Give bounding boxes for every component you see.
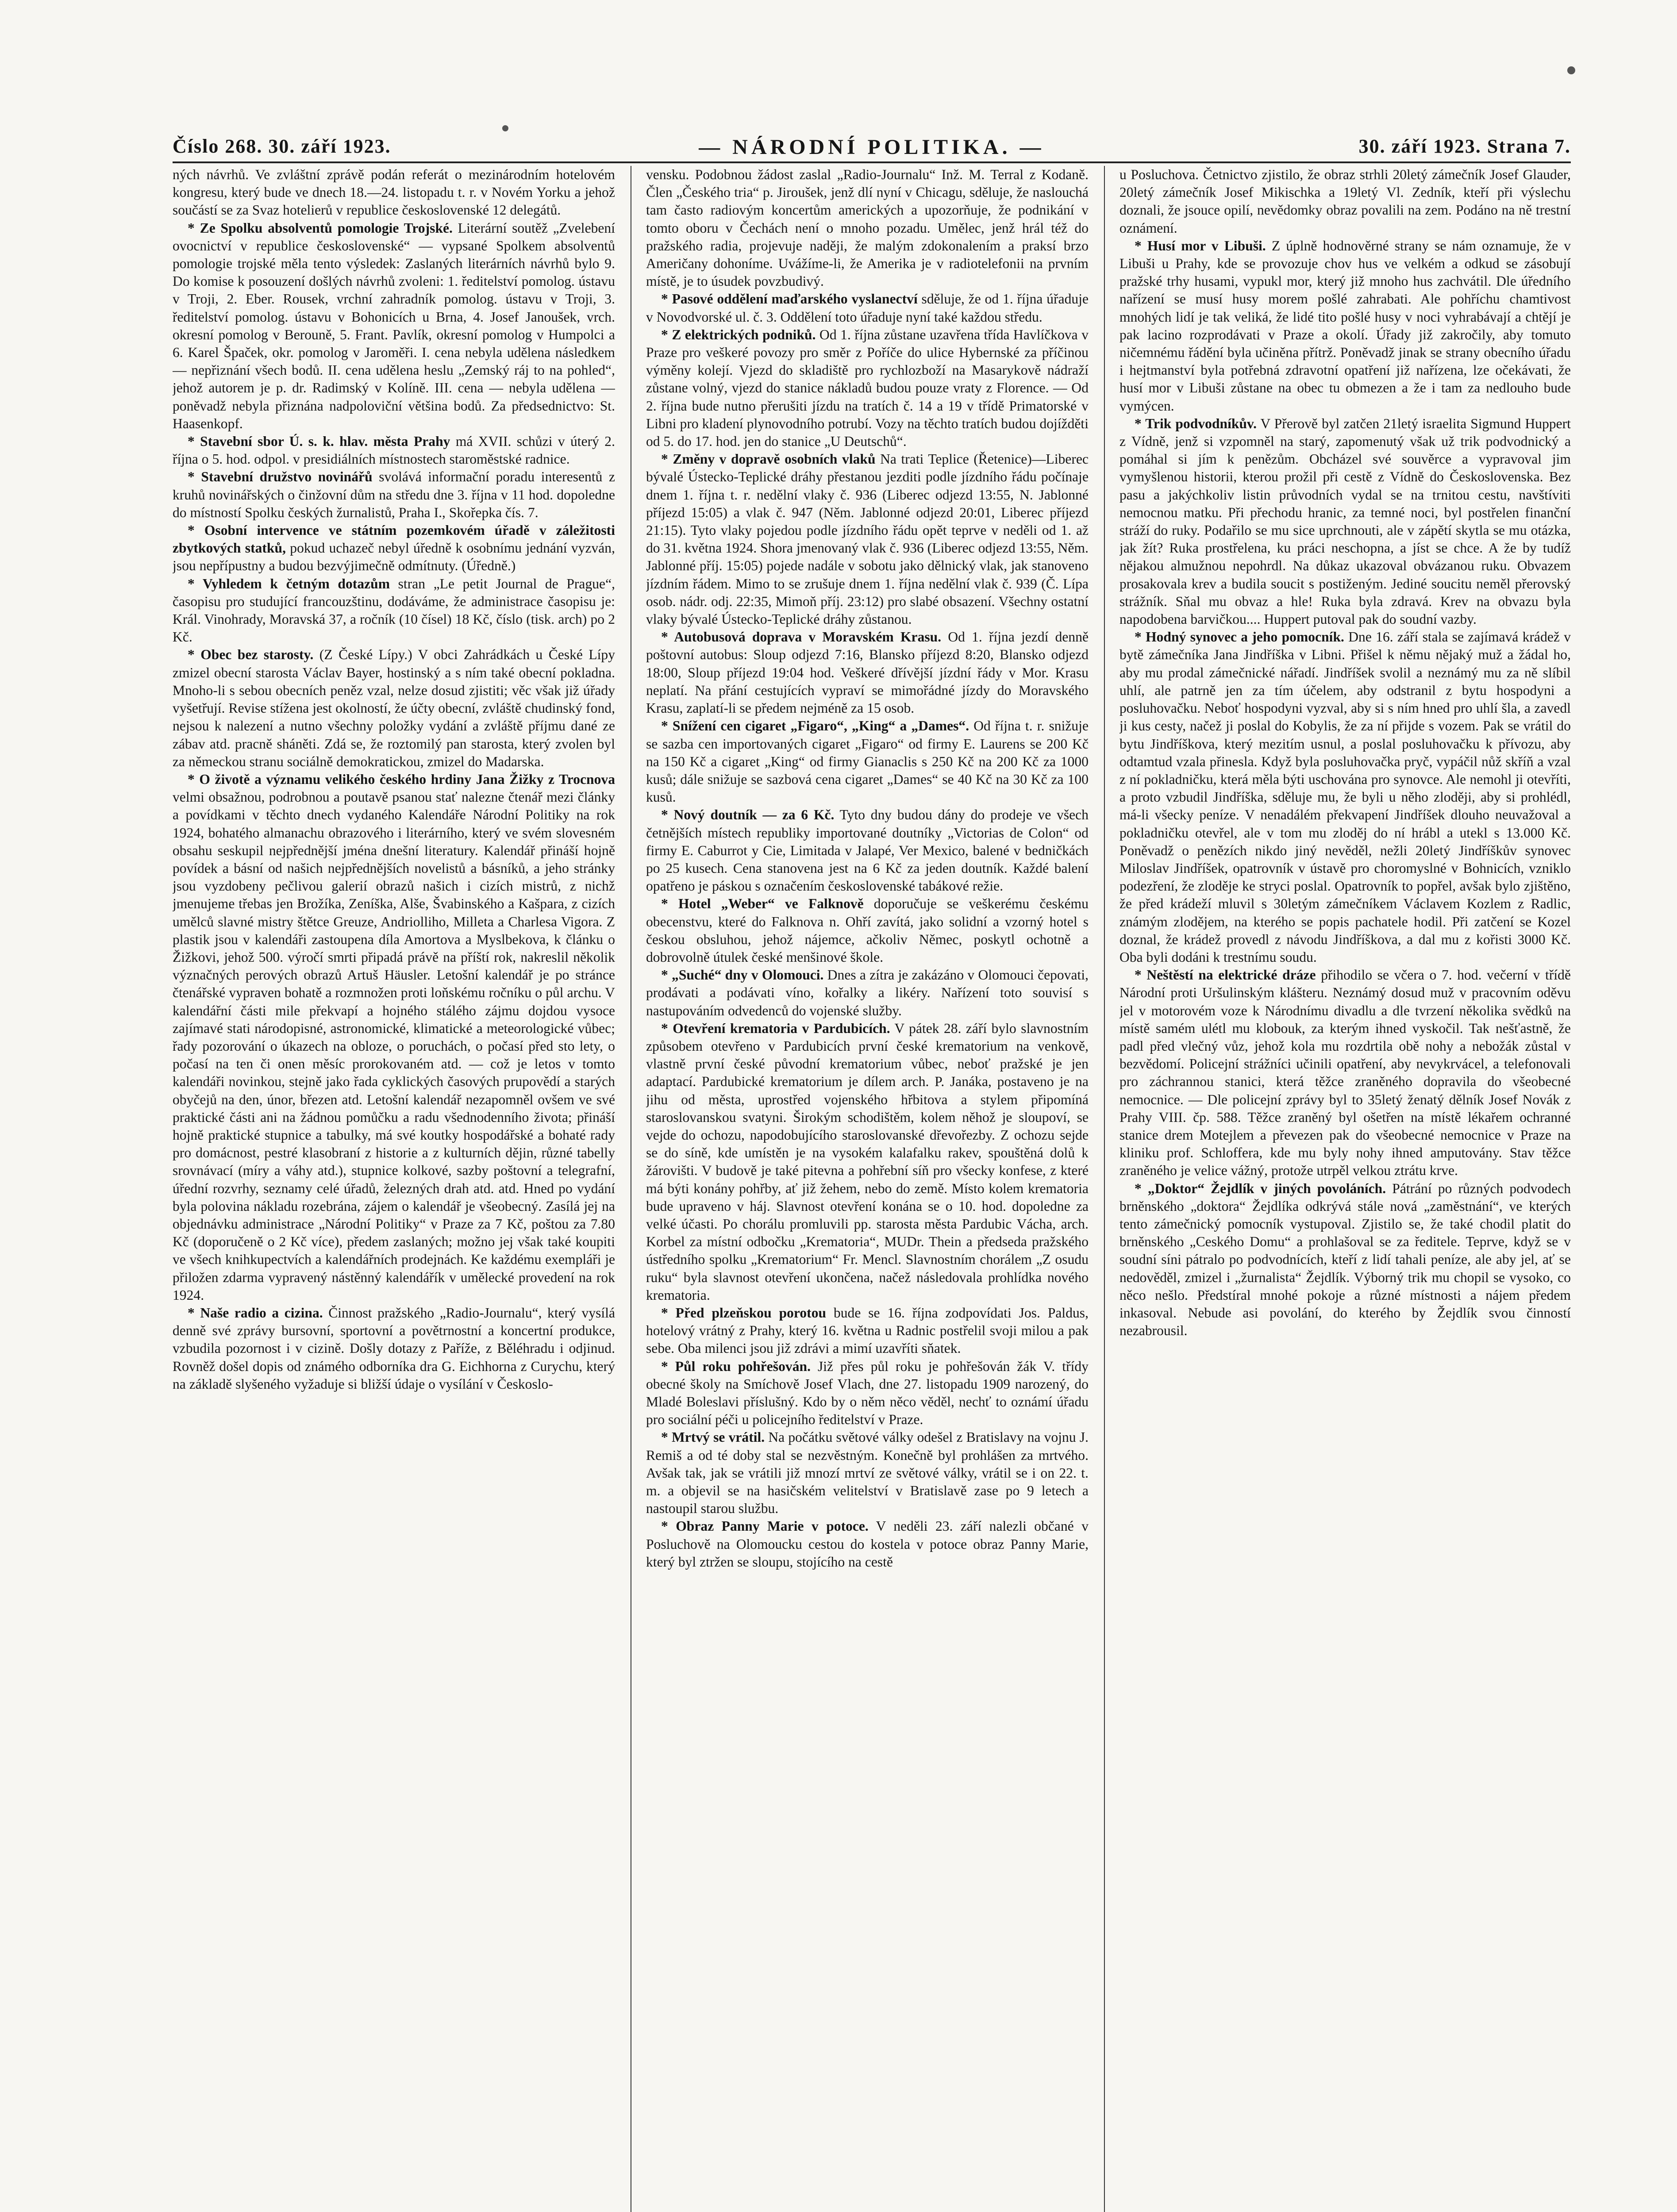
print-speck [1567,66,1575,74]
article-heading: * Husí mor v Libuši. [1135,238,1266,253]
article-text: svolává informační poradu interesentů z kruhů novinářských o činžovní dům na středu dne 3. října v 11 hod. dopoledne do místností Spolku českých žurnalistů, Praha I., Skořepka čís. 7. [173,469,615,520]
article-text: (Z České Lípy.) V obci Zahrádkách u České Lípy zmizel obecní starosta Václav Bayer, hostinský a s ním také obecní pokladna. Mnoho-li s sebou obecních peněz vzal, nelze dosud zjistiti; věc však již úřady vyšetřují. Revise stížena jest okolností, že účty obecní, zvláště chudinský fond, nejsou k nalezení a nutno všechny položky vydání a zvláště příjmu dané ze zábav atd. pracně sháněti. Zdá se, že roztomilý pan starosta, který zvolen byl za německou stranu sociálně demokratickou, zmizel do Madarska. [173,647,615,769]
article-text: Již přes půl roku je pohřešován žák V. třídy obecné školy na Smíchově Josef Vlach, dne 27. listopadu 1909 narozený, do Mladé Boleslavi příslušný. Kdo by o něm něco věděl, nechť to oznámí úřadu pro sociální péči u policejního ředitelství v Praze. [646,1358,1089,1428]
article-text: Od 1. října zůstane uzavřena třída Havlíčkova v Praze pro veškeré povozy pro směr z Poříče do ulice Hybernské za příčinou výměny kolejí. Vjezd do skladiště pro rychlozboží na Masarykově nádraží zůstane volný, vjezd do stanice nákladů budou pouze vraty z Florence. — Od 2. října bude nutno přerušiti jízdu na tratích č. 14 a 19 v třídě Primatorské v Libni pro kladení plynovodního potrubí. Vozy na těchto tratích budou dojížděti od 5. do 17. hod. jen do stanice „U Deutschů“. [646,326,1089,449]
article-paragraph [646,895,1089,966]
article-text: doporučuje se veškerému českému obecenstvu, které do Falknova n. Ohří zavítá, jako solidní a vzorný hotel s českou obsluhou, jehož nájemce, ačkoliv Němec, poskytl ochotně a dobrovolně útulek české menšinové škole. [646,896,1089,965]
article-text: Od října t. r. snižuje se sazba cen importovaných cigaret „Figaro“ od firmy E. Laurens se 200 Kč na 150 Kč a cigaret „King“ od firmy Gianaclis s 250 Kč na 200 Kč za 1000 kusů; dále snižuje se sazbová cena cigaret „Dames“ se 40 Kč na 30 Kč za 100 kusů. [646,718,1089,805]
article-paragraph [1119,966,1571,1179]
article-paragraph [173,575,615,646]
article-paragraph [173,433,615,468]
article-text: velmi obsažnou, podrobnou a poutavě psanou stať nalezne čtenář mezi články a povídkami v těchto dnech vydaného Kalendáře Národní Politiky na rok 1924, bohatého almanachu obrazového i literárního, který ve svém slovesném obsahu seskupil nejpřednější jména dnešní literatury. Kalendář přináší hojně povídek a básní od našich nejpřednějších novelistů a básníků, a jeho stránky jsou vyzdobeny pečlivou galerií obrazů našich i cizích mistrů, z nichž jmenujeme třebas jen Brožíka, Zeníška, Alše, Švabinského a Kašpara, z cizích umělců slavné mistry štětce Greuze, Andriolliho, Milleta a Charlesa Vigora. Z plastik jsou v kalendáři zastoupena díla Amortova a Myslbekova, k článku o Žižkovi, jehož 500. výročí smrti připadá právě na příští rok, nakreslil několik význačných perových obrazů Artuš Häusler. Letošní kalendář je po stránce čtenářské vypraven bohatě a rozmnožen proti loňskému ročníku o půl archu. V kalendářní části mile překvapí a hojného stálého zájmu dojdou vysoce zajímavé stati národopisné, astronomické, klimatické a meteorologické vůbec; řady pozorování o úkazech na obloze, o poruchách, o počasí před sto lety, o počasí na ten či onen měsíc prorokovaném atd. — což je letos v tomto kalendáři novinkou, stejně jako řada cyklických časových prupovědí a starých obyčejů na den, únor, březen atd. Letošní kalendář nezapomněl ovšem ve své praktické části ani na žádnou pomůčku a radu všednodenního života; přináší hojně praktické stupnice a tabulky, má své koutky hospodářské a bohaté rady pro domácnost, pestré klasobraní z historie a z kulturních dějin, různé tabelly srovnávací (míry a váhy atd.), stupnice kolkové, sazby poštovní a telegrafní, úřední rozvrhy, seznamy celé úřadů, železných drah atd. atd. Hned po vydání byla polovina nákladu rozebrána, zájem o kalendář je všeobecný. Zasílá jej na objednávku administrace „Národní Politiky“ v Praze za 7 Kč, poštou za 7.80 Kč (doporučeně o 2 Kč více), předem zaslaných; možno jej však také koupiti ve všech knihkupectvích a kalendářních prodejnách. Ke každému exempláři je přiložen zdarma vypravený nástěnný kalendářík v umělecké provedení na rok 1924. [173,789,615,1303]
article-heading: * Obraz Panny Marie v potoce. [661,1518,869,1534]
article-text: Pátrání po různých podvodech brněnského „doktora“ Žejdlíka odkrývá stále nová „zaměstnání“, ve kterých tento zámečnický pomocník vystupoval. Zjistilo se, že také chodil platit do brněnského „Ceského Domu“ a prohlašoval se za ředitele. Teprve, když se v soudní síni pátralo po podvodnících, kteří z lidí tahali peníze, ale aby jel, ať se nedověděl, zmizel i „žurnalista“ Žejdlík. Výborný trik mu chopil se vysoko, co něco nešlo. Předstíral mnohé pokoje a různé místnosti a nájem předem inkasoval. Nebude asi povolání, do kterého by Žejdlík svou činností nezabrousil. [1119,1180,1571,1339]
article-paragraph [646,806,1089,895]
article-paragraph [646,326,1089,450]
article-heading: * Hotel „Weber“ ve Falknově [661,896,864,912]
article-paragraph [1119,628,1571,966]
article-text: V neděli 23. září nalezli občané v Posluchově na Olomoucku cestou do kostela v potoce obraz Panny Marie, který byl ztržen se sloupu, stojícího na cestě [646,1518,1089,1570]
header-rule [173,161,1571,163]
article-paragraph [646,1429,1089,1517]
article-paragraph [646,1358,1089,1429]
article-text: přihodilo se včera o 7. hod. večerní v třídě Národní proti Uršulinským klášteru. Neznámý dosud muž v pracovním oděvu jel v motorovém voze k Národnímu divadlu a dle tvrzení několika svědků na místě samém ulétl mu klobouk, za kterým ihned vyskočil. Tak nešťastně, že padl před vlečný vůz, jehož kola mu rozdrtila obě nohy a nebožák zůstal v bezvědomí. Policejní strážníci učinili opatření, aby nevykrvácel, a telefonovali pro záchrannou stanici, která těžce zraněného dopravila do všeobecné nemocnice. — Dle policejní zprávy byl to 35letý ženatý dělník Josef Novák z Prahy VIII. čp. 588. Těžce zraněný byl ošetřen na místě lékařem ochranné stanice drem Motejlem a převezen pak do všeobecné nemocnice v Praze na kliniku prof. Schloffera, kde mu byly nohy ihned amputovány. Stav těžce zraněného je velice vážný, protože utrpěl velkou ztrátu krve. [1119,967,1571,1179]
column-2 [646,166,1089,2212]
article-text: ných návrhů. Ve zvláštní zprávě podán referát o mezinárodním hotelovém kongresu, který bude ve dnech 18.—24. listopadu t. r. v Novém Yorku a jehož součástí se za Svaz hotelierů v republice československé 12 delegátů. [173,167,615,218]
article-heading: * Osobní intervence ve státním pozemkovém úřadě v záležitosti zbytkových statků, [173,522,615,556]
article-heading: * Mrtvý se vrátil. [661,1429,765,1445]
article-heading: * Trik podvodníkův. [1135,415,1257,431]
article-text: Z úplně hodnověrné strany se nám oznamuje, že v Libuši u Prahy, kde se provozuje chov hus ve velkém a odkud se zásobují pražské trhy husami, vypukl mor, který již mnoho hus zachvátil. Dle úředního nařízení se musí husy morem pošlé zahrabati. Ale pohříchu chamtivost mnohých lidí je tak veliká, že lidé tito pošlé husy v noci vyhrabávají a chtějí je pak lacino rozprodávati v Praze a okolí. Úřady již zakročily, aby tomuto ničemnému řádění byla učiněna přítrž. Poněvadž jinak se strany obecního úřadu i hejtmanství byla potřebná zdravotní opatření již nařízena, lze očekávati, že husí mor v Libuši zůstane na obec tu obmezen a že i tam za nedlouho bude vymýcen. [1119,238,1571,414]
masthead-title: — NÁRODNÍ POLITIKA. — [699,135,1045,159]
article-paragraph [173,771,615,1304]
article-heading: * „Suché“ dny v Olomouci. [661,967,824,983]
article-heading: * Pasové oddělení maďarského vyslanectví [661,291,918,307]
article-text: bude se 16. října zodpovídati Jos. Paldus, hotelový vrátný z Prahy, který 16. května u Radnic postřelil svoji milou a pak sebe. Oba milenci jsou již zdrávi a mimí uzavříti sňatek. [646,1305,1089,1356]
article-text: u Posluchova. Četnictvo zjistilo, že obraz strhli 20letý zámečník Josef Glauder, 20letý zámečník Josef Mikischka a 19letý Vl. Zedník, kteří při výslechu doznali, že jsouce opilí, nevědomky obraz povalili na zem. Podáno na ně trestní oznámení. [1119,167,1571,236]
article-text: V pátek 28. září bylo slavnostním způsobem otevřeno v Pardubicích první české krematorium na venkově, vlastně první české původní krematorium vůbec, neboť pražské je jen adaptací. Pardubické krematorium je dílem arch. P. Janáka, postaveno je na jihu od města, uprostřed vojenského hřbitova a stylem připomíná staroslovanskou svatyni. Širokým schodištěm, kolem něhož je sloupoví, se vejde do ochozu, napodobujícího staroslovanské dřevořezby. Z ochozu sejde se do síně, kde umístěn je na vysokém kalafalku rakev, spouštěná dolů k žárovišti. V budově je také pitevna a pohřební síň pro všecky konfese, z které má býti konány pohřby, ať již žehem, nebo do země. Místo kolem krematoria bude upraveno v háj. Slavnost otevření konána se o 10. hod. dopoledne za velké účasti. Po chorálu promluvili pp. starosta města Pardubic Vácha, arch. Korbel za místní odbočku „Krematoria“, MUDr. Thein a předseda pražského ústředního spolku „Krematorium“ Fr. Mencl. Slavnostním chorálem „Z osudu ruku“ byla slavnost otevření ukončena, načež následovala prohlídka nového krematoria. [646,1020,1089,1303]
article-paragraph [173,468,615,522]
print-speck [502,125,508,131]
article-heading: * Naše radio a cizina. [188,1305,323,1321]
article-paragraph [646,290,1089,326]
article-heading: * Vyhledem k četným dotazům [188,576,390,591]
article-text: Činnost pražského „Radio-Journalu“, který vysílá denně své zprávy bursovní, sportovní a povětrnostní a koncertní produkce, vzbudila pozornost i v cizině. Došly dotazy z Paříže, z Běléhradu i odjinud. Rovněž došel dopis od známého odborníka dra G. Eichhorna z Curychu, který na základě slyšeného vyžaduje si bližší údaje o vysílání v Českoslo- [173,1305,615,1392]
article-text: vensku. Podobnou žádost zaslal „Radio-Journalu“ Inž. M. Terral z Kodaně. Člen „Českého tria“ p. Jiroušek, jenž dlí nyní v Chicagu, sděluje, že naslouchá tam často radiovým koncertům amerických a upozorňuje, že podnikání v tomto oboru v Čechách není o mnoho pozadu. Umělec, jenž hrál též do pražského radia, projevuje naději, že malým zdokonalením a praksí brzo Američany dohoníme. Uvážíme-li, že Amerika je v radiotelefonii na prvním místě, je to úsudek povzbudivý. [646,167,1089,289]
article-paragraph [173,219,615,433]
article-paragraph [646,1020,1089,1304]
article-paragraph [173,522,615,575]
page-header [173,135,1571,161]
article-paragraph [646,1304,1089,1358]
article-heading: * Obec bez starosty. [188,647,314,663]
article-paragraph [646,717,1089,806]
article-heading: * Stavební sbor Ú. s. k. hlav. města Prahy [188,434,450,449]
article-paragraph [1119,166,1571,237]
article-heading: * Ze Spolku absolventů pomologie Trojské. [188,220,453,236]
article-heading: * Před plzeňskou porotou [661,1305,827,1321]
column-1 [173,166,615,2212]
article-paragraph [173,646,615,770]
article-heading: * Stavební družstvo novinářů [188,469,373,485]
article-heading: * Hodný synovec a jeho pomocník. [1135,629,1344,645]
article-paragraph [1119,237,1571,415]
issue-info: Číslo 268. 30. září 1923. [173,135,391,157]
article-paragraph [1119,1180,1571,1340]
article-text: má XVII. schůzi v úterý 2. října o 5. hod. odpol. v presidiálních místnostech staroměstské radnice. [173,434,615,467]
article-paragraph [646,450,1089,628]
article-heading: * Snížení cen cigaret „Figaro“, „King“ a „Dames“. [661,718,969,734]
article-text: Tyto dny budou dány do prodeje ve všech četnějších místech republiky importované doutníky „Victorias de Colon“ od firmy E. Caburrot y Cie, Limitada v Jalapé, Ver Mexico, balené v bedničkách po 25 kusech. Cena stanovena jest na 6 Kč za jeden doutník. Každé balení opatřeno je páskou s označením československé tabákové režie. [646,807,1089,894]
article-text: Od 1. října jezdí denně poštovní autobus: Sloup odjezd 7:16, Blansko příjezd 8:20, Blansko odjezd 18:00, Sloup příjezd 19:04 hod. Veškeré dřívější jízdní řády v Mor. Krasu neplatí. Na přání cestujících vypraví se mimořádné jízdy do Moravského Krasu, zaplatí-li se předem nejméně za 15 osob. [646,629,1089,716]
article-heading: * Otevření krematoria v Pardubicích. [661,1020,890,1036]
article-paragraph [646,966,1089,1020]
column-3 [1119,166,1571,2212]
article-paragraph [173,166,615,219]
article-text: V Přerově byl zatčen 21letý israelita Sigmund Huppert z Vídně, jenž si vzpomněl na starý, zapomenutý však už trik podvodnický a pomáhal si jím k penězům. Obcházel své souvěrce a vypravoval jim vymyšlenou historii, kterou prožil při cestě z Vídně do Československa. Bez pasu a jakýchkoliv listin průvodních vydal se na trnitou cestu, navštíviti nemocnou matku. Při přechodu hranic, za temné noci, byl postřelen finanční stráží do ruky. Podařilo se mu sice uprchnouti, ale v zápětí skytla se mu otázka, jak žít? Ruka prostřelena, ku práci neschopna, a jíst se chce. A že by tudíž nějakou almužnou nepohrdl. Na důkaz ukazoval obvázanou ruku. Obvazem prosakovala krev a budila soucit s postiženým. Jediné soucitu neměl přerovský strážník. Sňal mu obvaz a hle! Ruka byla zdravá. Krev na obvazu byla napodobena barvičkou.... Huppert putoval pak do soudní vazby. [1119,415,1571,627]
article-heading: * O životě a významu velikého českého hrdiny Jana Žižky z Trocnova [188,771,615,787]
article-paragraph [646,628,1089,717]
article-text: sděluje, že od 1. října úřaduje v Novodvorské ul. č. 3. Oddělení toto úřaduje nyní také každou středu. [646,291,1089,325]
column-divider [1104,166,1105,2212]
article-text: Na trati Teplice (Řetenice)—Liberec bývalé Ústecko-Teplické dráhy přestanou jezditi podle jízdního řádu počínaje dnem 1. října t. r. nedělní vlaky č. 936 (Liberec odjezd 13:55, N. Jablonné příjezd 15:05) a vlak č. 947 (Něm. Jablonné odjezd 20:01, Liberec příjezd 21:15). Tyto vlaky pojedou podle jízdního řádu opět teprve v neděli od 1. až do 31. května 1924. Shora jmenovaný vlak č. 936 (Liberec odjezd 13:55, Něm. Jablonné příj. 15:05) pojede nadále v sobotu jako dělnický vlak, jak stanoveno jízdním řádem. Mimo to se zrušuje dnem 1. října nedělní vlak č. 939 (Č. Lípa osob. nádr. odj. 22:35, Mimoň příj. 23:12) pro slabé obsazení. Všechny ostatní vlaky bývalé Ústecko-Teplické dráhy zůstanou. [646,451,1089,627]
article-text: Dnes a zítra je zakázáno v Olomouci čepovati, prodávati a podávati víno, kořalky a likéry. Nařízení toto souvisí s nastupováním odvedenců do vojenské služby. [646,967,1089,1018]
date-page-number: 30. září 1923. Strana 7. [1358,135,1571,157]
article-paragraph [646,1517,1089,1571]
article-text: Na počátku světové války odešel z Bratislavy na vojnu J. Remiš a od té doby stal se nezvěstným. Konečně byl prohlášen za mrtvého. Avšak tak, jak se vrátili již mnozí mrtví ze světové války, vrátil se i on 22. t. m. a objevil se na hasičském velitelství v Bratislavě zase po 9 letech a nastoupil starou službu. [646,1429,1089,1517]
article-text: Literární soutěž „Zvelebení ovocnictví v republice československé“ — vypsané Spolkem absolventů pomologie trojské měla tento výsledek: Zaslaných literárních návrhů bylo 9. Do komise k posouzení došlých návrhů zvoleni: 1. ředitelství pomolog. ústavu v Troji, 2. Eber. Rousek, vrchní zahradník pomolog. ústavu v Troji, 3. ředitelství pomolog. ústavu v Bohonicích u Brna, 4. Josef Janoušek, vrch. okresní pomolog v Berouně, 5. Frant. Pavlík, okresní pomolog v Humpolci a 6. Karel Špaček, okr. pomolog v Jaroměři. I. cena nebyla udělena následkem — nepřiznání všech bodů. II. cena udělena heslu „Zemský ráj to na pohled“, jehož autorem je p. dr. Radimský v Kolíně. III. cena — nebyla udělena — poněvadž nebyla přiznána nadpoloviční většina bodů. Za předsednictvo: St. Haasenkopf. [173,220,615,431]
article-text: pokud uchazeč nebyl úředně k osobnímu jednání vyzván, jsou nepřípustny a budou bezvýjimečně odmítnuty. (Úředně.) [173,540,615,574]
article-text: stran „Le petit Journal de Prague“, časopisu pro studující francouzštinu, dodáváme, že administrace časopisu je: Král. Vinohrady, Moravská 37, a ročník (10 čísel) 18 Kč, číslo (tisk. arch) po 2 Kč. [173,576,615,645]
article-heading: * Autobusová doprava v Moravském Krasu. [661,629,942,645]
article-heading: * Neštěstí na elektrické dráze [1135,967,1316,983]
article-heading: * Půl roku pohřešován. [661,1358,811,1374]
article-text: Dne 16. září stala se zajímavá krádež v bytě zámečníka Jana Jindříška v Libni. Přišel k němu nějaký muž a žádal ho, aby mu prodal zámečnické nářadí. Jindříšek svolil a neznámý mu za ně slíbil uhlí, ale patrně jen za tím účelem, aby odstranil z bytu hospodyni a posluhovačku. Neboť hospodyni vyzval, aby si s ním hned pro uhlí šla, a zavedl ji kus cesty, načež ji poslal do Kobylis, že za ní přijde s vozem. Pak se vrátil do bytu Jindříškova, který mezitím usnul, a poslal posluhovačku k přívozu, aby odtamtud vzala přinesla. Když byla posluhovačka pryč, vypáčil nůž skříň a vzal z ní pokladničku, která měla býti uschována pro synovce. Ale nemohl ji otevříti, a proto vzbudil Jindříška, sděluje mu, že byli u něho zloději, aby si prohlédl, má-li všecky peníze. V nenadálém překvapení Jindříšek dlouho neuvažoval a pokladničku otevřel, ale v tom mu zloděj do ní hrábl a utekl s 13.000 Kč. Poněvadž o penězích nikdo jiný nevěděl, nežli 20letý Jindříškův synovec Miloslav Jindříšek, opatrovník v ústavě pro choromyslné v Bohnicích, vzniklo podezření, že zloděje ke stryci poslal. Opatrovník to popřel, avšak bylo zjištěno, že před krádeží mluvil s 30letým zámečníkem Václavem Kozlem z Radlic, známým zlodějem, na kterého se popis pachatele hodil. Při zatčení se Kozel doznal, že krádež provedl z návodu Jindříškova, a dal mu z kořisti 3000 Kč. Oba byli dodáni k trestnímu soudu. [1119,629,1571,965]
article-heading: * Z elektrických podniků. [661,326,816,342]
article-paragraph [646,166,1089,290]
article-heading: * Nový doutník — za 6 Kč. [661,807,835,823]
article-paragraph [173,1304,615,1393]
article-heading: * „Doktor“ Žejdlík v jiných povoláních. [1135,1180,1386,1196]
article-heading: * Změny v dopravě osobních vlaků [661,451,876,467]
article-paragraph [1119,415,1571,628]
